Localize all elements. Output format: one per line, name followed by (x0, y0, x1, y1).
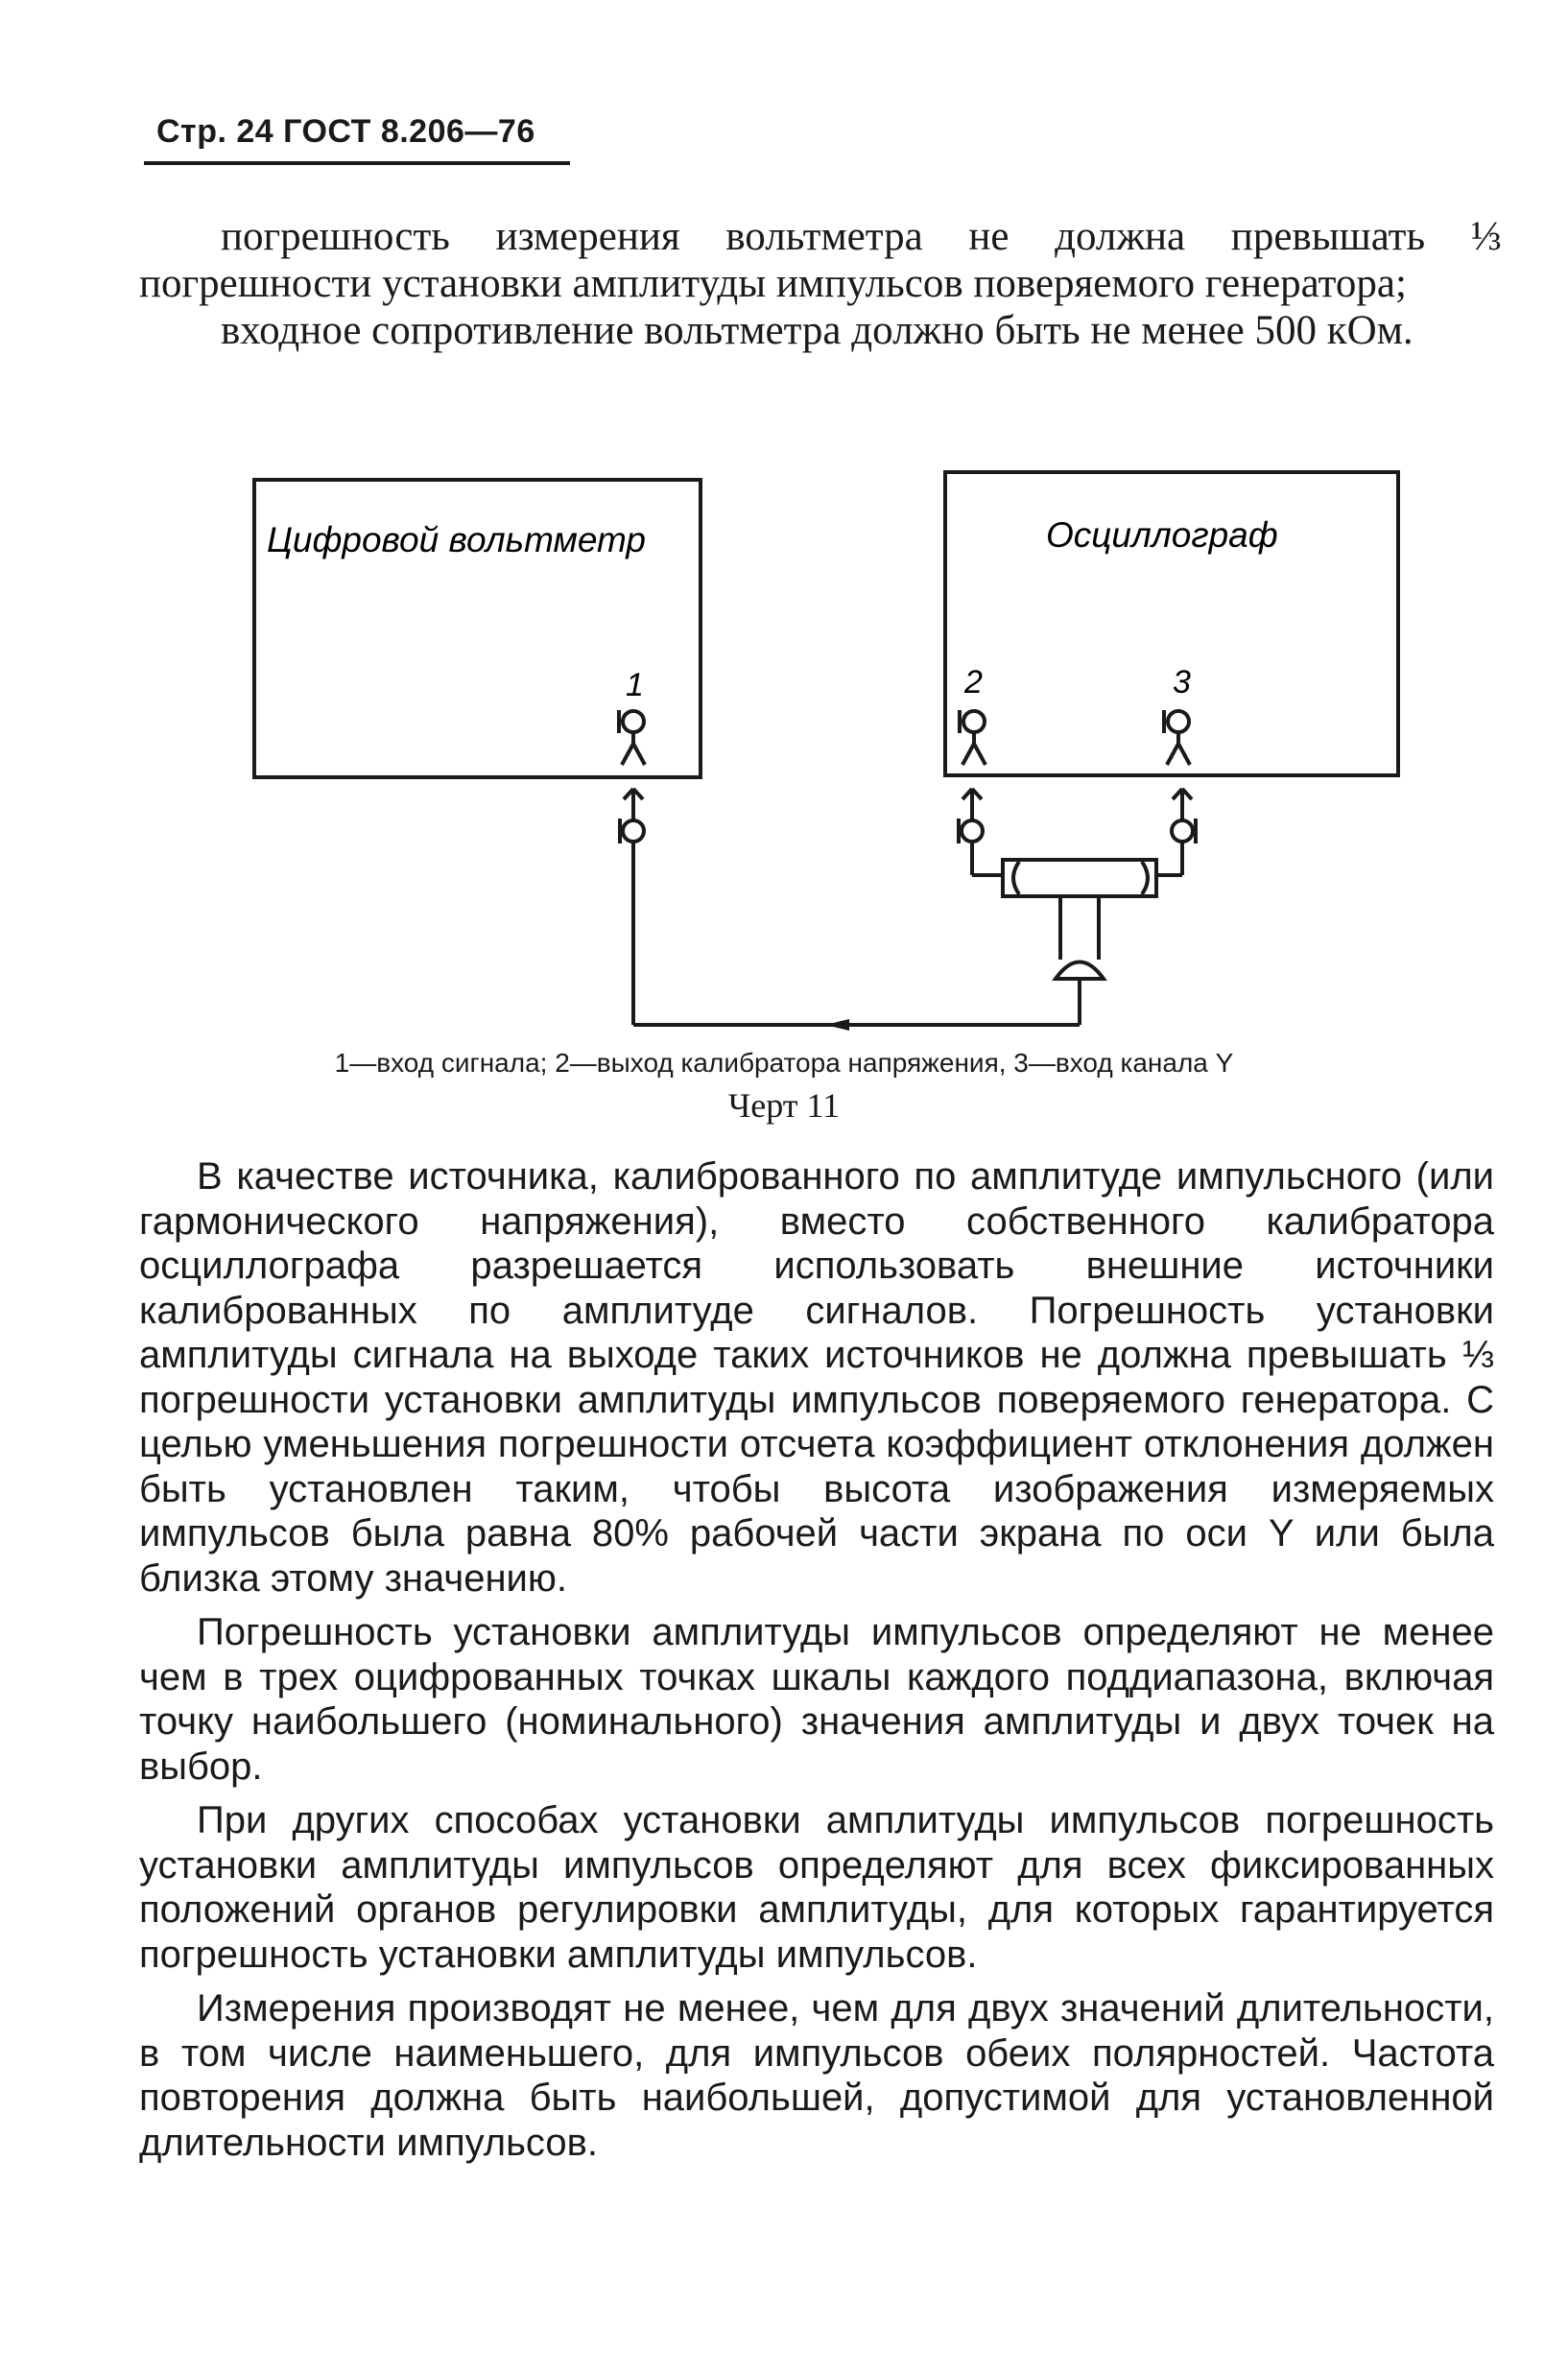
figure-caption: 1—вход сигнала; 2—выход калибратора напряжения, 3—вход канала Y (334, 1048, 1234, 1078)
port-1-label: 1 (626, 667, 644, 703)
port-3-symbol (1164, 710, 1190, 765)
intro-paragraph-2: входное сопротивление вольтметра должно быть не менее 500 кОм. (221, 308, 1414, 353)
plug-1 (620, 789, 644, 1025)
body-paragraph-4: Измерения производят не менее, чем для двух значений длительности, в том числе наименьшего, для импульсов обеих полярностей. Частота повторения должна быть наибольшей, допустимой для установленной длительности импульсов. (139, 1987, 1494, 2164)
intro-text (139, 213, 1502, 354)
plug-2 (959, 789, 1003, 875)
port-3-label: 3 (1173, 664, 1191, 700)
body-paragraph-1: В качестве источника, калиброванного по амплитуде импульсного (или гармонического напряжения), вместо собственного калибратора осциллографа разрешается использовать внешние источники калиброванных по амплитуде сигналов. Погрешность установки амплитуды сигнала на выходе таких источников не должна превышать ⅓ погрешности установки амплитуды импульсов поверяемого генератора. С целью уменьшения погрешности отсчета коэффициент отклонения должен быть установлен таким, чтобы высота изображения измеряемых импульсов была равна 80% рабочей части экрана по оси Y или была близка этому значению. (139, 1155, 1494, 1600)
oscilloscope-label: Осциллограф (1046, 515, 1278, 555)
body-text (139, 1154, 1494, 2174)
page-header: Стр. 24 ГОСТ 8.206—76 (156, 113, 535, 150)
header-rule (144, 161, 570, 165)
intro-paragraph-1: погрешность измерения вольтметра не должна превышать ⅓ погрешности установки амплитуды импульсов поверяемого генератора; (139, 214, 1502, 306)
body-paragraph-2: Погрешность установки амплитуды импульсов определяют не менее чем в трех оцифрованных точках шкалы каждого поддиапазона, включая точку наибольшего (номинального) значения амплитуды и двух точек на выбор. (139, 1611, 1494, 1788)
port-2-symbol (960, 710, 986, 765)
cable-direction-arrow (825, 1019, 849, 1031)
figure-title: Черт 11 (727, 1086, 841, 1125)
port-1-symbol (619, 710, 645, 765)
connection-diagram (0, 451, 1568, 1065)
port-2-label: 2 (964, 664, 983, 700)
body-paragraph-3: При других способах установки амплитуды импульсов погрешность установки амплитуды импульсов определяют для всех фиксированных положений органов регулировки амплитуды, для которых гарантируется погрешность установки амплитуды импульсов. (139, 1799, 1494, 1976)
t-connector (1003, 860, 1156, 1025)
voltmeter-label: Цифровой вольтметр (267, 520, 646, 559)
plug-3 (1156, 789, 1196, 875)
